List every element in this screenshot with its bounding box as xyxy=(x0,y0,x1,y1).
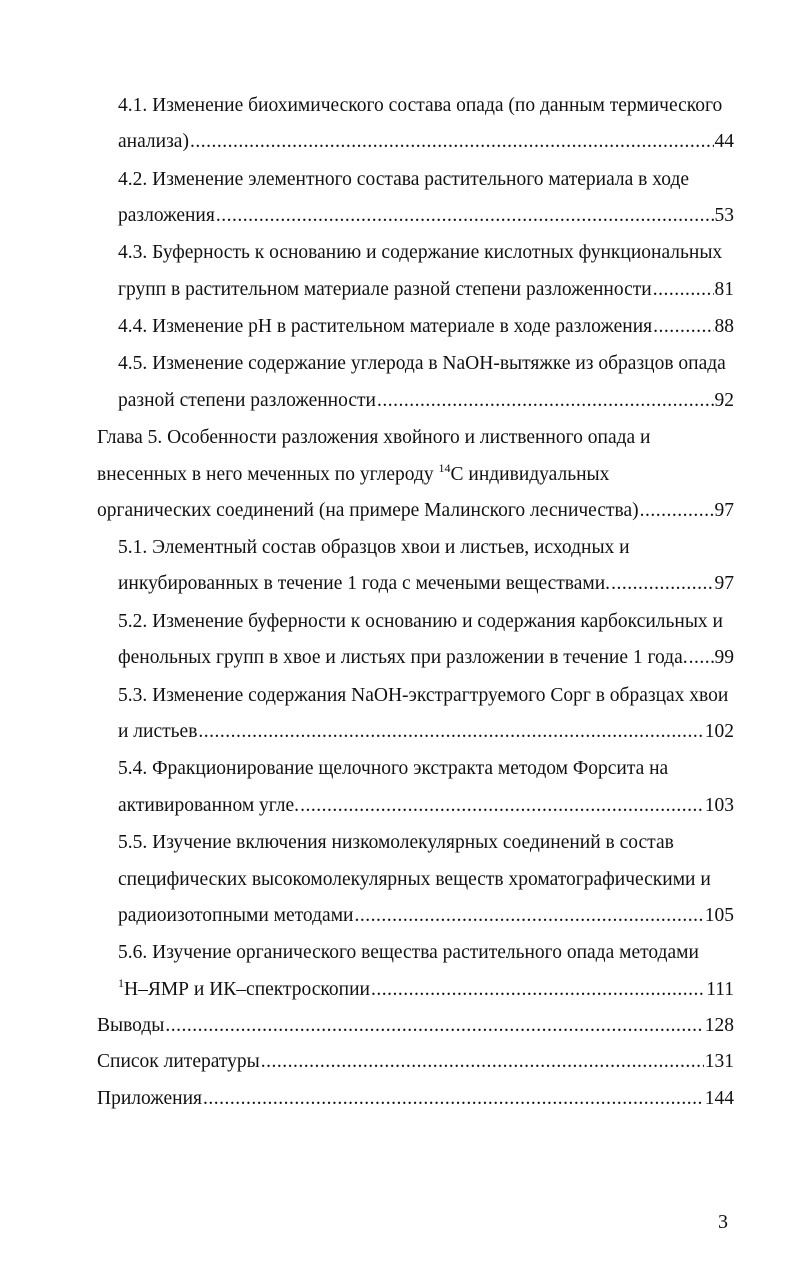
toc-entry-5-6-text: Н–ЯМР и ИК–спектроскопии xyxy=(124,979,370,1000)
toc-entry-4-3-title-cont: групп в растительном материале разной степени разложенности xyxy=(118,279,652,300)
toc-chapter-5-title-cont xyxy=(97,463,609,487)
toc-entry-4-4-title: 4.4. Изменение pH в растительном материале в ходе разложения xyxy=(118,316,653,337)
toc-entry-4-1-title: 4.1. Изменение биохимического состава опада (по данным термического xyxy=(118,95,723,116)
toc-entry-4-3 xyxy=(118,278,734,302)
toc-entry-5-5-title-end: радиоизотопными методами xyxy=(118,905,354,926)
toc-chapter-5-text: внесенных в него меченных по углероду xyxy=(97,464,439,485)
toc-appendices xyxy=(97,1087,734,1111)
toc-entry-4-2-title-cont: разложения xyxy=(118,205,215,226)
toc-entry-5-1-page: 97 xyxy=(714,573,734,594)
leader-dots xyxy=(640,499,714,523)
toc-appendices-title: Приложения xyxy=(97,1088,202,1109)
leader-dots xyxy=(190,130,714,154)
toc-entry-5-6-title: 5.6. Изучение органического вещества растительного опада методами xyxy=(118,942,699,963)
toc-entry-5-3-title: 5.3. Изменение содержания NaOH-экстрагтруемого Сорг в образцах хвои xyxy=(118,685,729,706)
toc-entry-5-1 xyxy=(118,572,734,596)
toc-entry-4-1-title-cont: анализа) xyxy=(118,131,189,152)
toc-chapter-5-title: Глава 5. Особенности разложения хвойного и лиственного опада и xyxy=(97,427,651,448)
leader-dots xyxy=(165,1014,703,1038)
toc-entry-5-6-page: 111 xyxy=(706,979,734,1000)
toc-chapter-5-text: C индивидуальных xyxy=(450,464,610,485)
leader-dots xyxy=(354,904,703,928)
toc-entry-4-3-page: 81 xyxy=(714,279,734,300)
toc-entry-4-5-page: 92 xyxy=(714,390,734,411)
isotope-superscript: 14 xyxy=(438,461,451,475)
leader-dots xyxy=(216,204,714,228)
toc-entry-4-5 xyxy=(118,389,734,413)
leader-dots xyxy=(300,794,704,818)
toc-entry-5-2 xyxy=(118,646,734,670)
toc-entry-4-1 xyxy=(118,130,734,154)
leader-dots xyxy=(261,1050,704,1074)
toc-entry-5-5 xyxy=(118,904,734,928)
toc-entry-5-3 xyxy=(118,720,734,744)
leader-dots xyxy=(371,978,705,1002)
toc-entry-5-3-page: 102 xyxy=(704,721,734,742)
toc-entry-5-6-title-cont xyxy=(118,978,370,1002)
toc-references xyxy=(97,1050,734,1074)
toc-entry-5-2-title: 5.2. Изменение буферности к основанию и содержания карбоксильных и xyxy=(118,611,723,632)
toc-entry-5-6 xyxy=(118,978,734,1002)
toc-references-page: 131 xyxy=(704,1051,734,1072)
leader-dots xyxy=(653,278,714,302)
isotope-superscript: 1 xyxy=(118,976,124,990)
toc-appendices-page: 144 xyxy=(704,1088,734,1109)
toc-entry-5-4 xyxy=(118,794,734,818)
toc-entry-4-4 xyxy=(118,315,734,339)
toc-conclusions xyxy=(97,1014,734,1038)
toc-entry-5-5-title: 5.5. Изучение включения низкомолекулярных соединений в состав xyxy=(118,832,674,853)
toc-chapter-5 xyxy=(97,499,734,523)
toc-entry-5-4-page: 103 xyxy=(704,795,734,816)
toc-chapter-5-title-end: органических соединений (на примере Малинского лесничества) xyxy=(97,500,639,521)
toc-entry-4-5-title: 4.5. Изменение содержание углерода в NaOH-вытяжке из образцов опада xyxy=(118,353,726,374)
toc-entry-5-2-title-cont: фенольных групп в хвое и листьях при разложении в течение 1 года. xyxy=(118,647,688,668)
toc-references-title: Список литературы xyxy=(97,1051,260,1072)
toc-entry-5-4-title: 5.4. Фракционирование щелочного экстракта методом Форсита на xyxy=(118,758,669,779)
toc-entry-4-1-page: 44 xyxy=(714,131,734,152)
toc-entry-4-2-title: 4.2. Изменение элементного состава растительного материала в ходе xyxy=(118,169,690,190)
page-number: 3 xyxy=(718,1211,728,1233)
leader-dots xyxy=(198,720,703,744)
toc-entry-5-1-title: 5.1. Элементный состав образцов хвои и листьев, исходных и xyxy=(118,537,630,558)
toc-entry-4-5-title-cont: разной степени разложенности xyxy=(118,390,376,411)
toc-conclusions-page: 128 xyxy=(704,1015,734,1036)
leader-dots xyxy=(689,646,714,670)
toc-entry-5-4-title-cont: активированном угле. xyxy=(118,795,300,816)
leader-dots xyxy=(377,389,714,413)
toc-conclusions-title: Выводы xyxy=(97,1015,165,1036)
toc-entry-4-3-title: 4.3. Буферность к основанию и содержание кислотных функциональных xyxy=(118,242,723,263)
toc-entry-5-2-page: 99 xyxy=(714,647,734,668)
toc-entry-5-5-title-cont: специфических высокомолекулярных веществ хроматографическими и xyxy=(118,869,711,890)
toc-entry-5-3-title-cont: и листьев xyxy=(118,721,198,742)
toc-entry-5-5-page: 105 xyxy=(704,905,734,926)
toc-entry-4-2 xyxy=(118,204,734,228)
leader-dots xyxy=(203,1087,704,1111)
toc-chapter-5-page: 97 xyxy=(714,500,734,521)
toc-entry-4-2-page: 53 xyxy=(714,205,734,226)
leader-dots xyxy=(611,572,713,596)
toc-entry-5-1-title-cont: инкубированных в течение 1 года с мечеными веществами. xyxy=(118,573,611,594)
toc-entry-4-4-page: 88 xyxy=(714,316,734,337)
leader-dots xyxy=(653,315,713,339)
